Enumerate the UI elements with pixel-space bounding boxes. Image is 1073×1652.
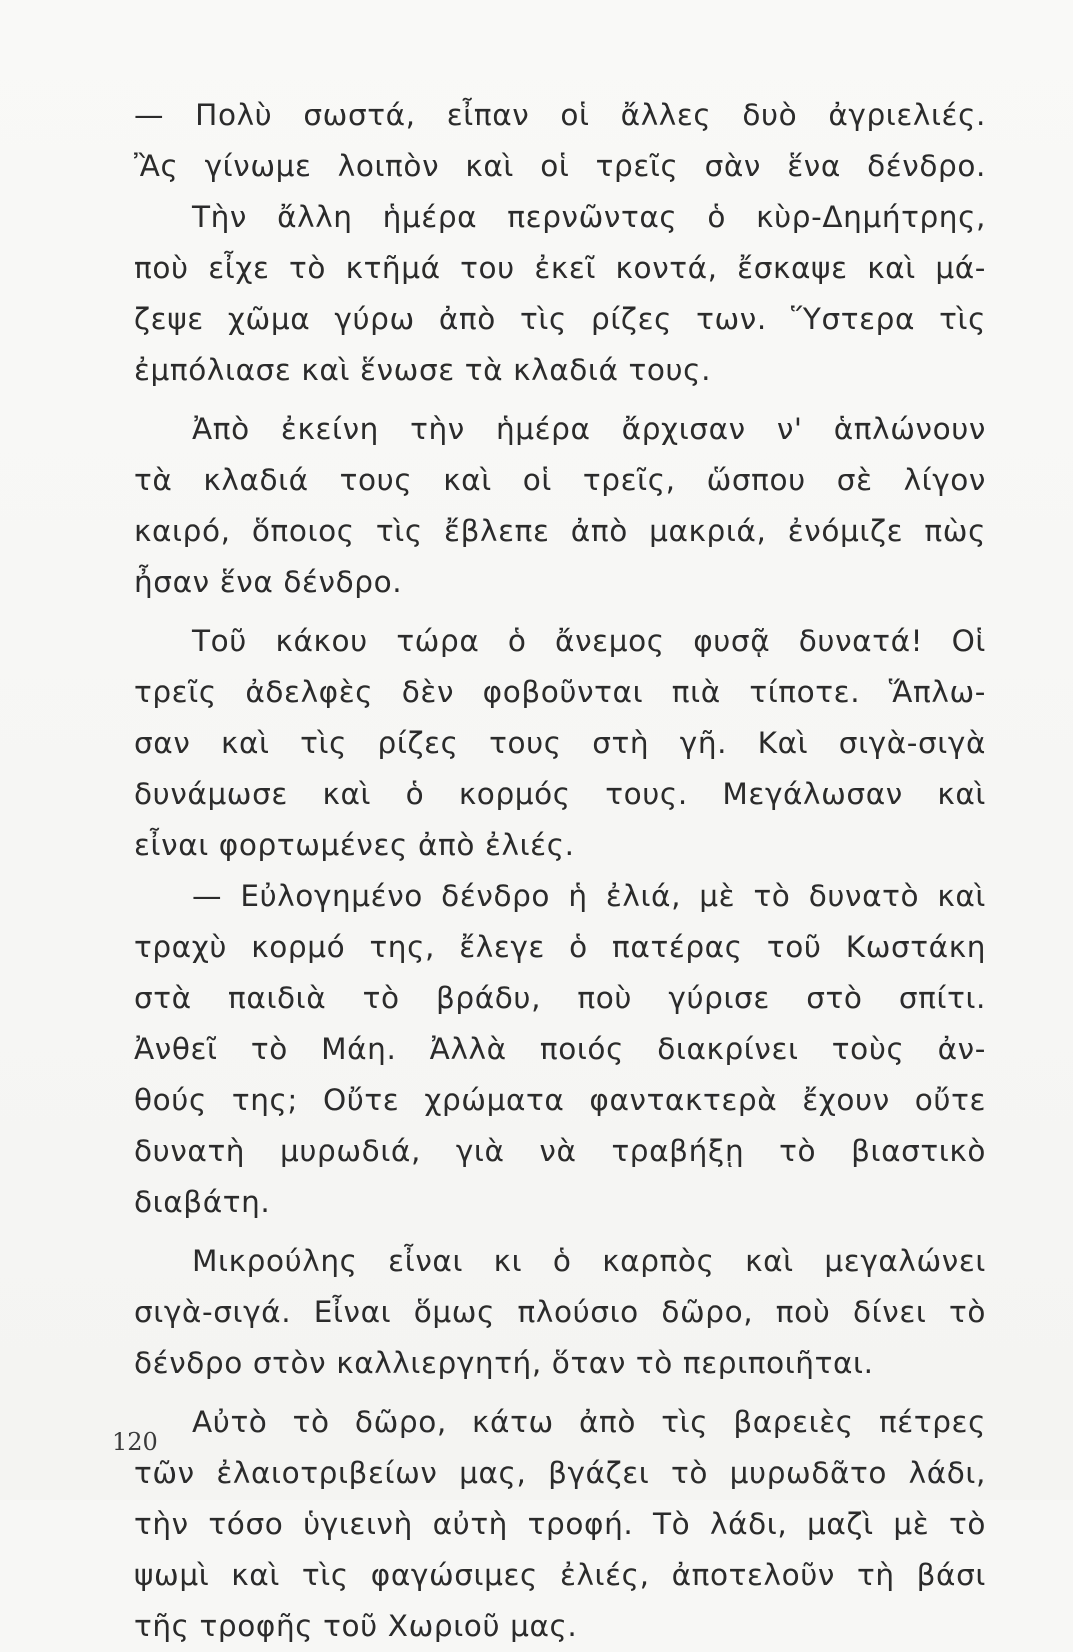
body-text xyxy=(134,90,986,1652)
text-line: Ἂς γίνωμε λοιπὸν καὶ οἱ τρεῖς σὰν ἕνα δένδρο. xyxy=(134,149,986,183)
text-line: δυνατὴ μυρωδιά, γιὰ νὰ τραβήξῃ τὸ βιαστικὸ xyxy=(134,1134,986,1168)
text-line: σιγὰ-σιγά. Εἶναι ὅμως πλούσιο δῶρο, ποὺ δίνει τὸ xyxy=(134,1295,986,1329)
text-line: Ἀνθεῖ τὸ Μάη. Ἀλλὰ ποιός διακρίνει τοὺς ἀν- xyxy=(134,1032,986,1066)
page-number: 120 xyxy=(112,1428,158,1456)
text-line: Μικρούλης εἶναι κι ὁ καρπὸς καὶ μεγαλώνει xyxy=(192,1244,986,1278)
text-line: Τὴν ἄλλη ἡμέρα περνῶντας ὁ κὺρ-Δημήτρης, xyxy=(192,200,986,234)
text-line: ψωμὶ καὶ τὶς φαγώσιμες ἐλιές, ἀποτελοῦν τὴ βάσι xyxy=(134,1558,986,1592)
text-line: τὰ κλαδιά τους καὶ οἱ τρεῖς, ὥσπου σὲ λίγον xyxy=(134,463,986,497)
text-line: θούς της; Οὔτε χρώματα φαντακτερὰ ἔχουν οὔτε xyxy=(134,1083,986,1117)
text-line: στὰ παιδιὰ τὸ βράδυ, ποὺ γύρισε στὸ σπίτι. xyxy=(134,981,986,1015)
text-line: Τοῦ κάκου τώρα ὁ ἄνεμος φυσᾷ δυνατά! Οἱ xyxy=(192,624,986,658)
text-line: σαν καὶ τὶς ρίζες τους στὴ γῆ. Καὶ σιγὰ-σιγὰ xyxy=(134,726,986,760)
text-line: — Εὐλογημένο δένδρο ἡ ἐλιά, μὲ τὸ δυνατὸ καὶ xyxy=(192,879,986,913)
text-line: Αὐτὸ τὸ δῶρο, κάτω ἀπὸ τὶς βαρειὲς πέτρες xyxy=(192,1405,986,1439)
text-line: διαβάτη. xyxy=(134,1185,271,1219)
text-line: ζεψε χῶμα γύρω ἀπὸ τὶς ρίζες των. Ὕστερα τὶς xyxy=(134,302,986,336)
text-line: καιρό, ὅποιος τὶς ἔβλεπε ἀπὸ μακριά, ἐνόμιζε πὼς xyxy=(134,514,986,548)
text-line: εἶναι φορτωμένες ἀπὸ ἐλιές. xyxy=(134,828,575,862)
text-line: τρεῖς ἀδελφὲς δὲν φοβοῦνται πιὰ τίποτε. Ἅπλω- xyxy=(134,675,986,709)
text-line: δένδρο στὸν καλλιεργητή, ὅταν τὸ περιποιῆται. xyxy=(134,1346,874,1380)
text-line: τὴν τόσο ὑγιεινὴ αὐτὴ τροφή. Τὸ λάδι, μαζὶ μὲ τὸ xyxy=(134,1507,986,1541)
text-line: ἐμπόλιασε καὶ ἕνωσε τὰ κλαδιά τους. xyxy=(134,353,712,387)
text-line: τραχὺ κορμό της, ἔλεγε ὁ πατέρας τοῦ Κωστάκη xyxy=(134,930,986,964)
text-line: δυνάμωσε καὶ ὁ κορμός τους. Μεγάλωσαν καὶ xyxy=(134,777,986,811)
text-line: — Πολὺ σωστά, εἶπαν οἱ ἄλλες δυὸ ἀγριελιές. xyxy=(134,98,986,132)
text-line: ἦσαν ἕνα δένδρο. xyxy=(134,565,403,599)
text-line: τῶν ἐλαιοτριβείων μας, βγάζει τὸ μυρωδᾶτο λάδι, xyxy=(134,1456,986,1490)
text-line: Ἀπὸ ἐκείνη τὴν ἡμέρα ἄρχισαν ν' ἁπλώνουν xyxy=(192,412,986,446)
text-line: τῆς τροφῆς τοῦ Χωριοῦ μας. xyxy=(134,1609,578,1643)
text-line: ποὺ εἶχε τὸ κτῆμά του ἐκεῖ κοντά, ἔσκαψε καὶ μά- xyxy=(134,251,986,285)
